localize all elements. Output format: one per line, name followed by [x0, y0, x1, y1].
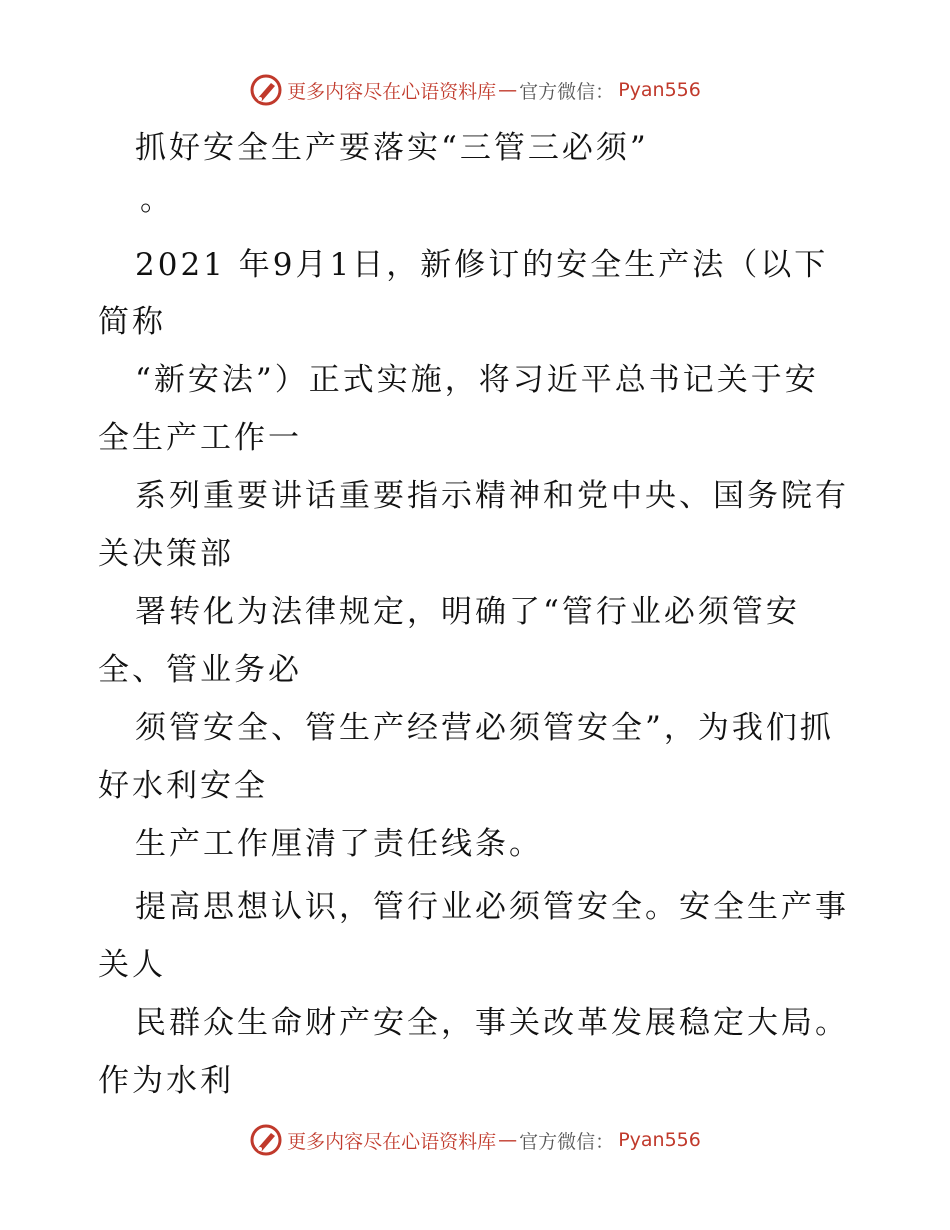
doc-line: 全、管业务必 [98, 652, 302, 688]
wechat-id: Pyan556 [618, 79, 701, 101]
doc-line: 民群众生命财产安全，事关改革发展稳定大局。 [135, 1005, 849, 1041]
site-name: 更多内容尽在心语资料库 [287, 80, 497, 103]
pen-logo-icon [249, 1123, 283, 1157]
banner-dash: — [498, 1129, 518, 1151]
doc-line: 关人 [98, 947, 166, 983]
wechat-id: Pyan556 [618, 1129, 701, 1151]
doc-line: 2021 年9月1日，新修订的安全生产法（以下 [135, 247, 829, 283]
doc-line: 抓好安全生产要落实“三管三必须” [135, 130, 649, 166]
doc-line: 简称 [98, 304, 166, 340]
wechat-label: 官方微信： [519, 80, 615, 103]
site-name: 更多内容尽在心语资料库 [287, 1130, 497, 1153]
doc-line: 好水利安全 [98, 768, 268, 804]
doc-line: 生产工作厘清了责任线条。 [135, 826, 543, 862]
doc-line: 署转化为法律规定，明确了“管行业必须管安 [135, 594, 800, 630]
doc-line: 须管安全、管生产经营必须管安全”，为我们抓 [135, 710, 834, 746]
doc-line: 系列重要讲话重要指示精神和党中央、国务院有 [135, 478, 849, 514]
footer-banner [0, 1120, 950, 1160]
doc-line: 关决策部 [98, 536, 234, 572]
wechat-label: 官方微信： [519, 1130, 615, 1153]
doc-line: “新安法”）正式实施，将习近平总书记关于安 [135, 362, 819, 398]
doc-line: 全生产工作一 [98, 420, 302, 456]
banner-dash: — [498, 79, 518, 101]
doc-line: 提高思想认识，管行业必须管安全。安全生产事 [135, 889, 849, 925]
doc-line: 作为水利 [98, 1063, 234, 1099]
doc-line: 。 [140, 182, 174, 218]
